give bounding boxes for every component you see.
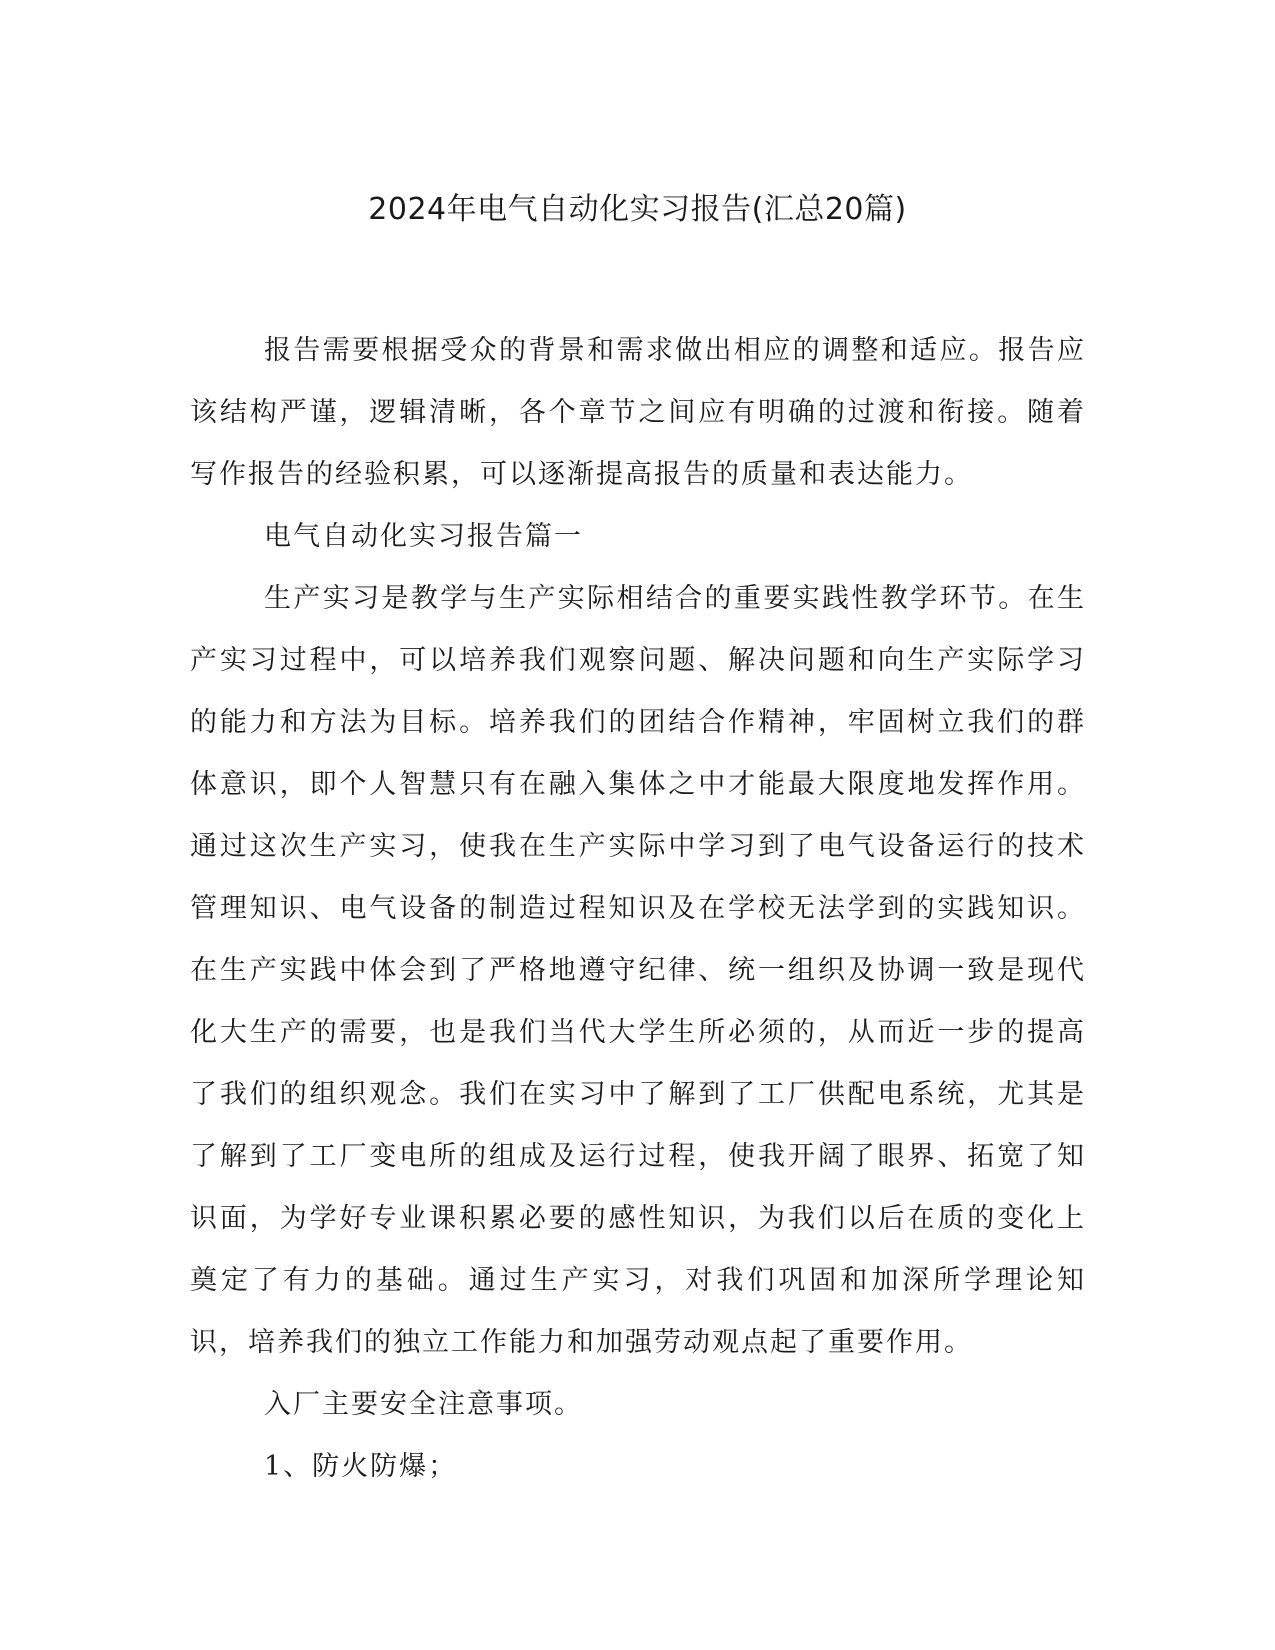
document-body bbox=[190, 320, 1086, 1498]
intro-paragraph: 报告需要根据受众的背景和需求做出相应的调整和适应。报告应该结构严谨，逻辑清晰，各个章节之间应有明确的过渡和衔接。随着写作报告的经验积累，可以逐渐提高报告的质量和表达能力。 bbox=[190, 335, 1086, 490]
safety-heading: 入厂主要安全注意事项。 bbox=[264, 1389, 583, 1420]
list-item: 1、防火防爆； bbox=[264, 1451, 458, 1482]
section-heading: 电气自动化实习报告篇一 bbox=[264, 521, 583, 552]
document-title: 2024年电气自动化实习报告(汇总20篇) bbox=[368, 192, 907, 227]
body-paragraph: 生产实习是教学与生产实际相结合的重要实践性教学环节。在生产实习过程中，可以培养我们观察问题、解决问题和向生产实际学习的能力和方法为目标。培养我们的团结合作精神，牢固树立我们的群体意识，即个人智慧只有在融入集体之中才能最大限度地发挥作用。通过这次生产实习，使我在生产实际中学习到了电气设备运行的技术管理知识、电气设备的制造过程知识及在学校无法学到的实践知识。在生产实践中体会到了严格地遵守纪律、统一组织及协调一致是现代化大生产的需要，也是我们当代大学生所必须的，从而近一步的提高了我们的组织观念。我们在实习中了解到了工厂供配电系统，尤其是了解到了工厂变电所的组成及运行过程，使我开阔了眼界、拓宽了知识面，为学好专业课积累必要的感性知识，为我们以后在质的变化上奠定了有力的基础。通过生产实习，对我们巩固和加深所学理论知识，培养我们的独立工作能力和加强劳动观点起了重要作用。 bbox=[190, 583, 1086, 1358]
